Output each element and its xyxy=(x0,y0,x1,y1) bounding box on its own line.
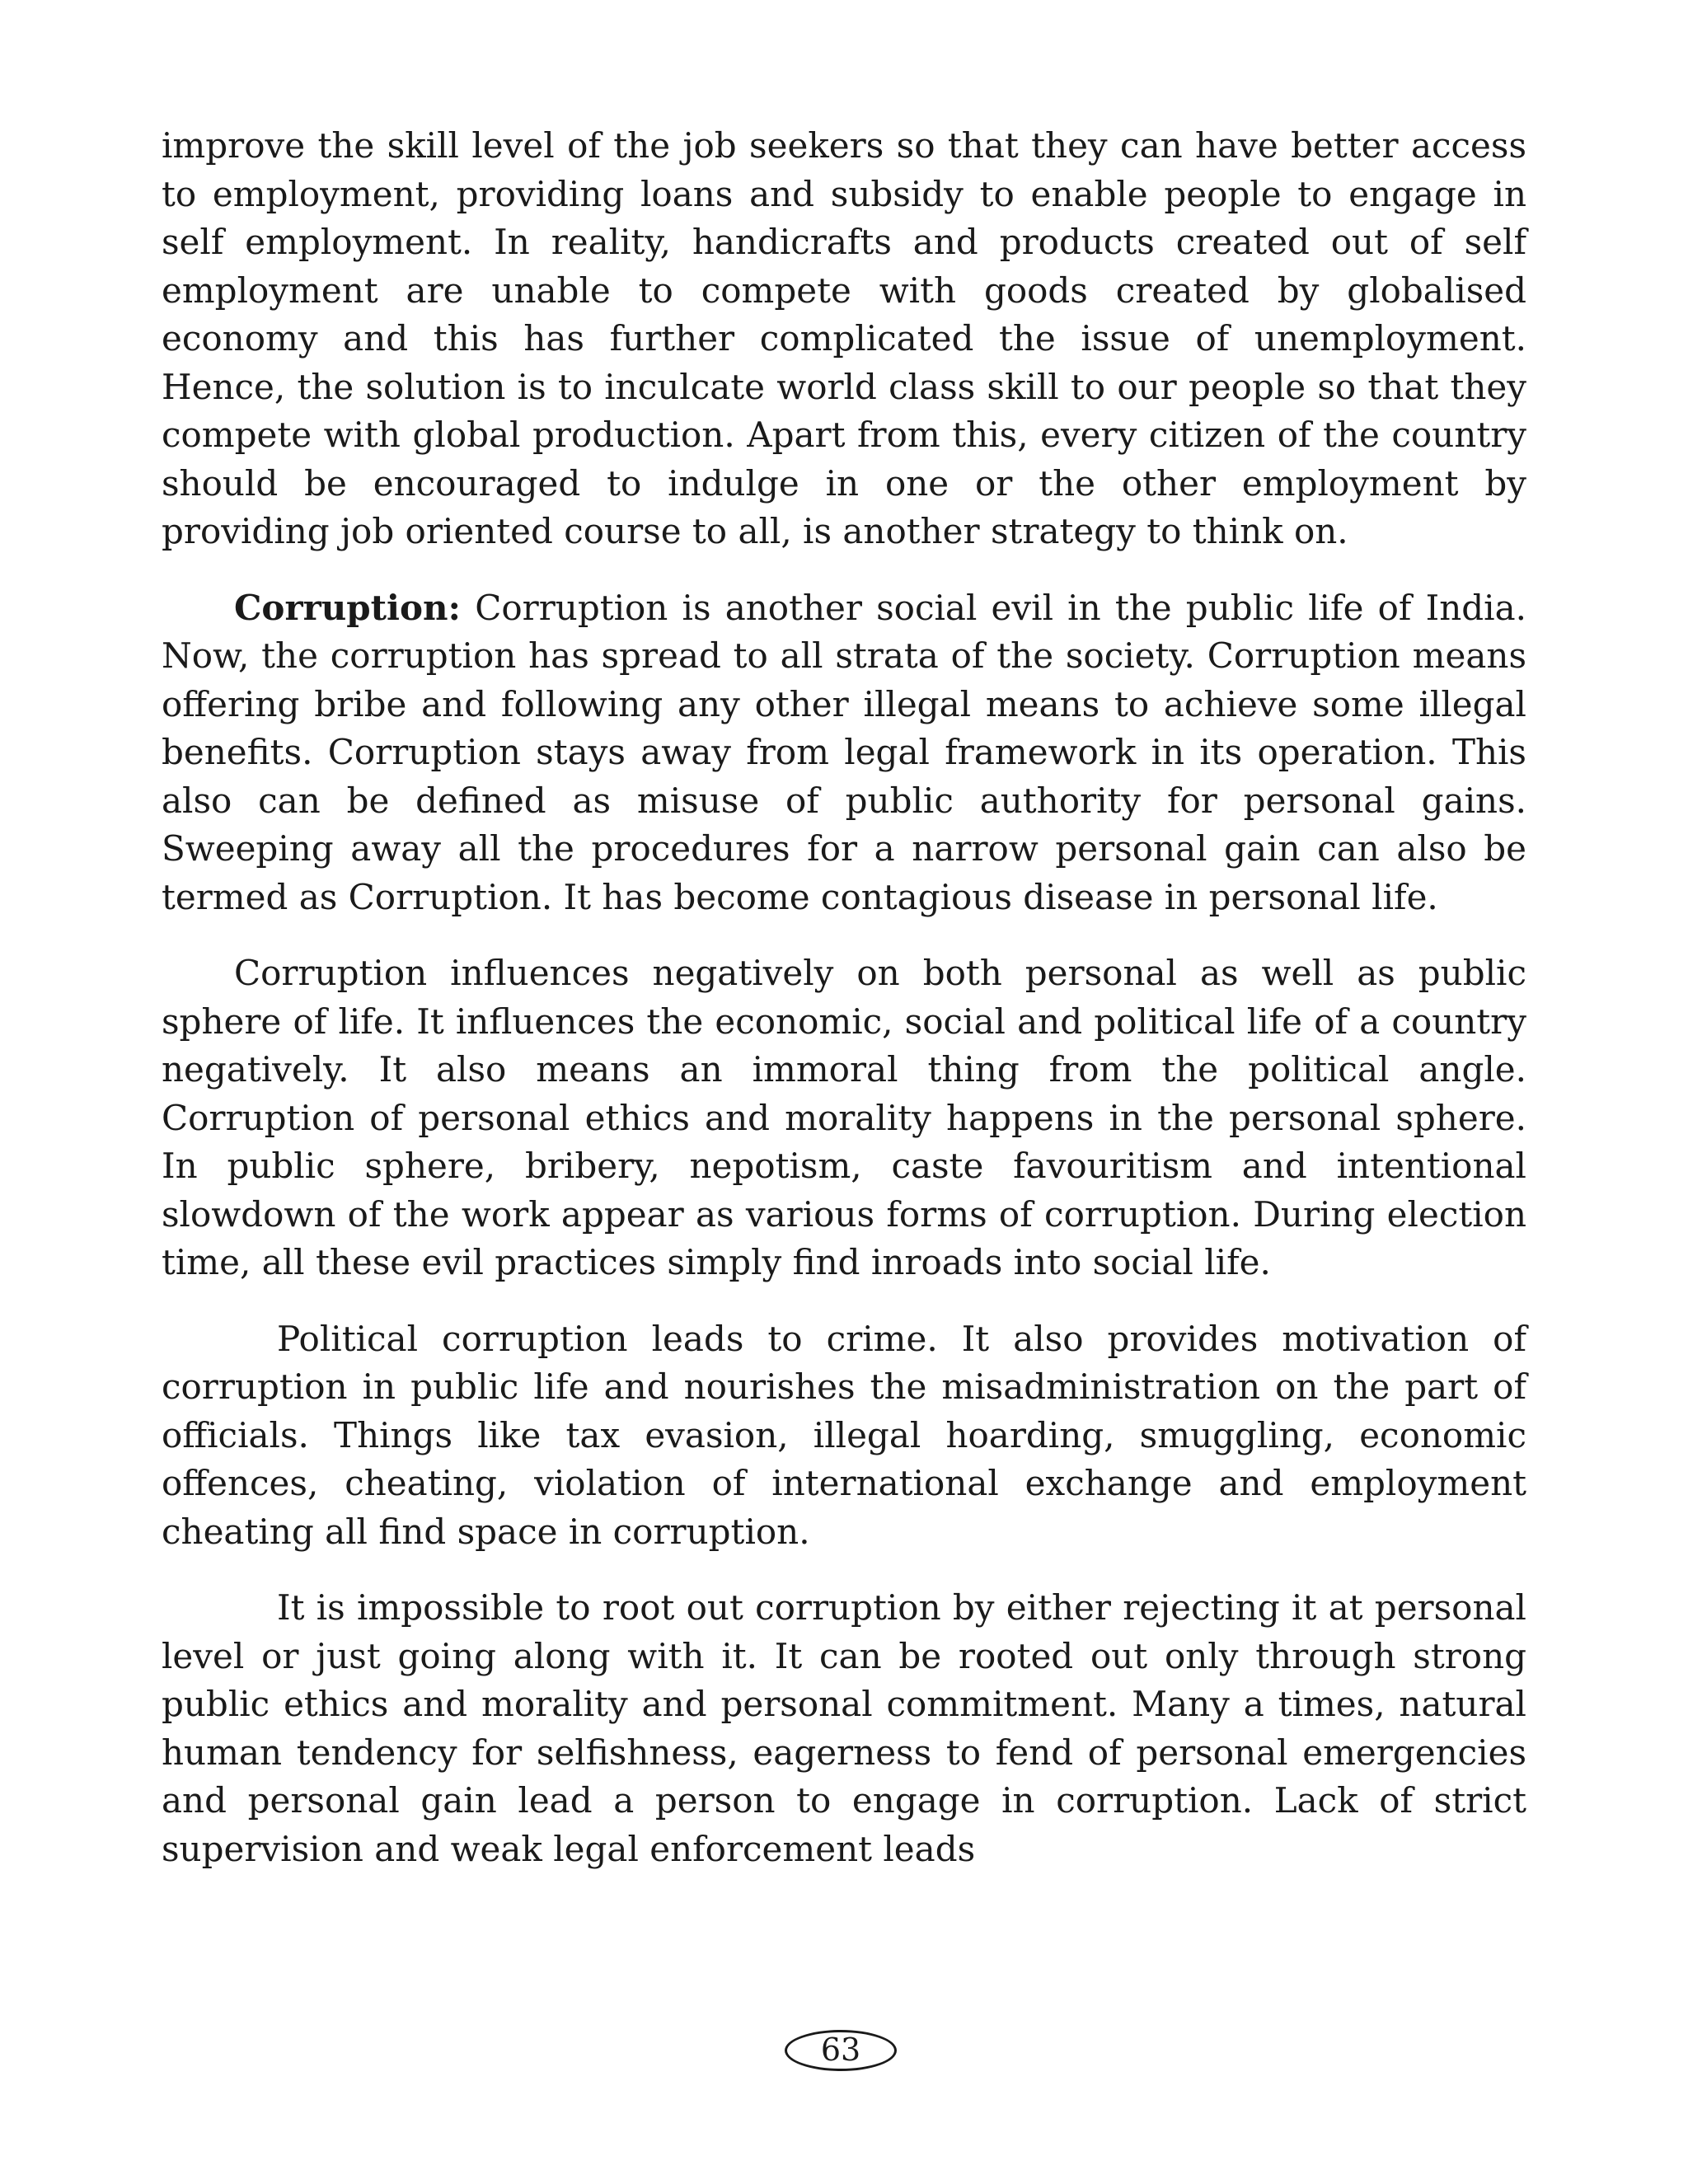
paragraph-employment: improve the skill level of the job seekers so that they can have better access to employment, providing loans and subsidy to enable people to engage in self employment. In reality, handicrafts and products created out of self employment are unable to compete with goods created by globalised economy and this has further complicated the issue of unemployment. Hence, the solution is to inculcate world class skill to our people so that they compete with global production. Apart from this, every citizen of the country should be encouraged to indulge in one or the other employment by providing job oriented course to all, is another strategy to think on. xyxy=(162,125,1526,551)
section-term-corruption: Corruption: xyxy=(234,587,462,628)
paragraph-root-out-corruption: It is impossible to root out corruption by either rejecting it at personal level or just going along with it. It can be rooted out only through strong public ethics and morality and personal commitment. Many a times, natural human tendency for selfishness, eagerness to fend of personal emergencies and personal gain lead a person to engage in corruption. Lack of strict supervision and weak legal enforcement leads xyxy=(162,1587,1526,1869)
paragraph-corruption-influence: Corruption influences negatively on both personal as well as public sphere of life. It influences the economic, social and political life of a country negatively. It also means an immoral thing from the political angle. Corruption of personal ethics and morality happens in the personal sphere. In public sphere, bribery, nepotism, caste favouritism and intentional slowdown of the work appear as various forms of corruption. During election time, all these evil practices simply find inroads into social life. xyxy=(162,953,1526,1282)
paragraph-political-corruption: Political corruption leads to crime. It also provides motivation of corruption in public life and nourishes the misadministration on the part of officials. Things like tax evasion, illegal hoarding, smuggling, economic offences, cheating, violation of international exchange and employment cheating all find space in corruption. xyxy=(162,1318,1526,1552)
page-number: 63 xyxy=(785,2030,897,2071)
paragraph-corruption-definition-text: Corruption is another social evil in the public life of India. Now, the corruption has spread to all strata of the society. Corruption means offering bribe and following any other illegal means to achieve some illegal benefits. Corruption stays away from legal framework in its operation. This also can be defined as misuse of public authority for personal gains. Sweeping away all the procedures for a narrow personal gain can also be termed as Corruption. It has become contagious disease in personal life. xyxy=(162,587,1526,917)
paragraph-corruption-definition xyxy=(162,584,1526,922)
page-body xyxy=(162,122,1526,1901)
